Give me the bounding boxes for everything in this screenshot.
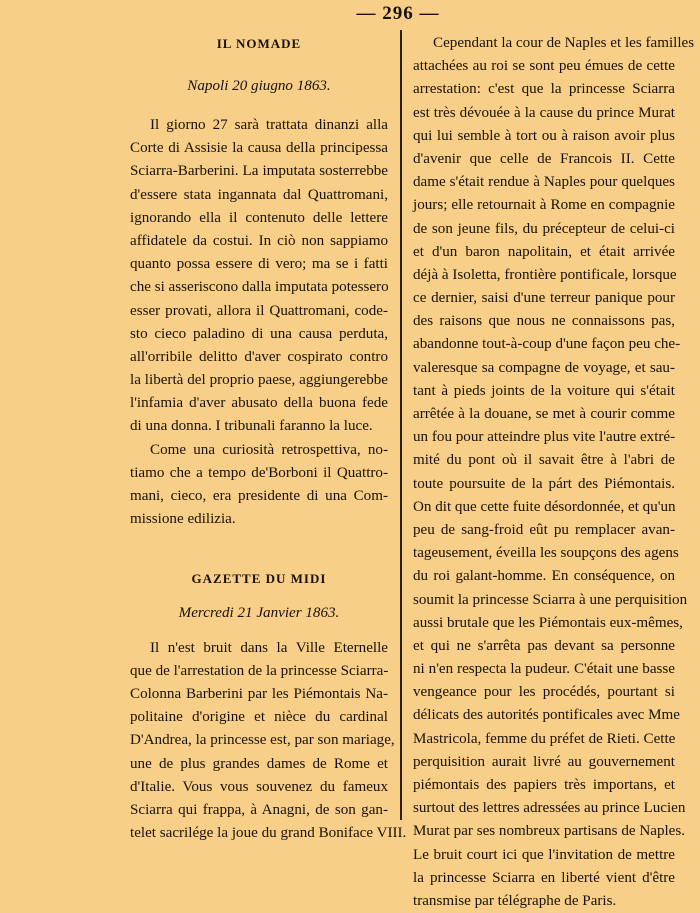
text-line: tant à pieds joints de la voiture qui s'était — [413, 382, 675, 399]
article-paragraph — [130, 439, 388, 532]
text-line: la princesse Sciarra en liberté vient d'être — [413, 869, 675, 886]
text-line: quanto possa essere di vero; ma se i fatti — [130, 256, 388, 273]
text-line: perquisition aurait livré au gouvernement — [413, 753, 675, 770]
text-line: surtout des lettres adressées au prince Lucien — [413, 800, 686, 817]
text-line: d'Italie. Vous vous souvenez du fameux — [130, 778, 388, 795]
text-line: une de plus grandes dames de Rome et — [130, 755, 388, 772]
text-line: Colonna Barberini par les Piémontais Na- — [130, 685, 388, 702]
text-line: missione edilizia. — [130, 511, 236, 528]
text-line: l'infamia d'aver abusato della buona fede — [130, 395, 388, 412]
text-line: arrêtée à la douane, se met à courir comme — [413, 406, 675, 422]
text-line: mité du pont où il savait être à l'abri de — [413, 452, 675, 469]
text-line: la libertà del proprio paese, aggiungerebbe — [130, 372, 388, 389]
text-line: ce dernier, saisi d'une terreur panique pour — [413, 290, 675, 307]
text-line: d'essere stata ingannata dal Quattromani, — [130, 186, 388, 203]
text-line: all'orribile delitto d'aver cospirato contro — [130, 348, 388, 365]
text-line: Cependant la cour de Naples et les familles — [433, 35, 695, 51]
dateline-mercredi: Mercredi 21 Janvier 1863. — [178, 604, 340, 621]
right-column — [413, 32, 695, 913]
text-line: telet sacrilége la joue du grand Boniface VIII. — [130, 825, 407, 842]
dateline-napoli: Napoli 20 giugno 1863. — [187, 78, 331, 94]
text-line: vengeance pour les procédés, pourtant si — [413, 684, 675, 701]
text-line: des raisons que nous ne connaissons pas, — [413, 313, 675, 330]
text-line: arrestation: c'est que la princesse Sciarra — [413, 81, 675, 98]
section-heading-gazette-du-midi: GAZETTE DU MIDI — [191, 570, 327, 586]
text-line: peu de sang-froid eût pu remplacer avan- — [413, 521, 675, 538]
article-paragraph — [130, 114, 388, 439]
article-paragraph — [413, 32, 695, 913]
text-line: Sciarra-Barberini. La imputata sosterrebbe — [130, 163, 388, 180]
text-line: D'Andrea, la princesse est, par son mariage, — [130, 732, 395, 749]
text-line: Murat par ses nombreux partisans de Naples. — [413, 823, 686, 840]
text-line: dame s'était rendue à Naples pour quelques — [413, 174, 675, 191]
section-heading-il-nomade: IL NOMADE — [216, 36, 302, 51]
text-line: du roi galant-homme. En conséquence, on — [413, 568, 675, 585]
text-line: mani, cieco, era presidente di una Com- — [130, 488, 388, 504]
text-line: Mastricola, femme du préfet de Rieti. Cette — [413, 730, 676, 747]
column-divider — [400, 30, 402, 820]
text-line: transmise par télégraphe de Paris. — [413, 892, 617, 909]
text-line: ignorando ella il contenuto delle lettere — [130, 209, 388, 226]
text-line: piémontais des papiers très importans, et — [413, 777, 675, 793]
text-line: sto cieco paladino di una causa perduta, — [130, 325, 388, 342]
text-line: délicats des autorités pontificales avec Mme — [413, 707, 680, 724]
article-paragraph — [130, 637, 407, 846]
text-line: d'avenir que celle de Francois II. Cette — [413, 150, 675, 167]
text-line: che si asseriscono dalla imputata potessero — [130, 279, 389, 296]
text-line: toute poursuite de la párt des Piémontais. — [413, 475, 675, 492]
text-line: On dit que cette fuite désordonnée, et qu'un — [413, 498, 676, 515]
text-line: Sciarra qui frappa, à Anagni, de son gan- — [130, 801, 388, 818]
page-number: — 296 — — [356, 3, 440, 24]
text-line: un fou pour atteindre plus vite l'autre extré- — [413, 429, 676, 446]
text-line: di una donna. I tribunali faranno la luce. — [130, 418, 373, 435]
text-line: valeresque sa compagne de voyage, et sau- — [413, 359, 675, 376]
text-line: qui lui semble à tort ou à raison avoir plus — [413, 127, 675, 144]
text-line: tageusement, éveilla les soupçons des agens — [413, 545, 679, 562]
text-line: que de l'arrestation de la princesse Sciarra- — [130, 662, 389, 679]
text-line: tiamo che a tempo de'Borboni il Quattro- — [130, 464, 388, 481]
text-line: soumit la princesse Sciarra à une perquisition — [413, 591, 688, 608]
text-line: Come una curiosità retrospettiva, no- — [150, 441, 388, 458]
text-line: esser provati, allora il Quattromani, code- — [130, 302, 388, 319]
text-line: de son jeune fils, du précepteur de celui-ci — [413, 220, 675, 237]
text-line: jours; elle retournait à Rome en compagnie — [413, 197, 675, 214]
text-line: déjà à Isoletta, frontière pontificale, lorsque — [413, 266, 677, 283]
text-line: politaine d'origine et nièce du cardinal — [130, 709, 388, 726]
text-line: aussi brutale que les Piémontais eux-mêmes, — [413, 614, 683, 631]
text-line: Corte di Assisie la causa della principessa — [130, 140, 388, 157]
text-line: et d'un baron napolitain, et était arrivée — [413, 243, 675, 260]
text-line: affidatele da costui. In ciò non sappiamo — [130, 232, 388, 249]
text-line: est très dévouée à la cause du prince Murat — [413, 104, 675, 121]
text-line: Le bruit court ici que l'invitation de mettre — [413, 846, 675, 863]
text-line: Il giorno 27 sarà trattata dinanzi alla — [150, 117, 388, 133]
text-line: et qui ne s'arrêta pas devant sa personne — [413, 637, 675, 654]
text-line: Il n'est bruit dans la Ville Eternelle — [150, 639, 388, 656]
text-line: attachées au roi se sont peu émues de cette — [413, 58, 675, 75]
text-line: ni n'en respecta la pudeur. C'était une basse — [413, 661, 675, 678]
text-line: abandonne tout-à-coup d'une façon peu che- — [413, 336, 681, 353]
left-column — [130, 32, 407, 845]
